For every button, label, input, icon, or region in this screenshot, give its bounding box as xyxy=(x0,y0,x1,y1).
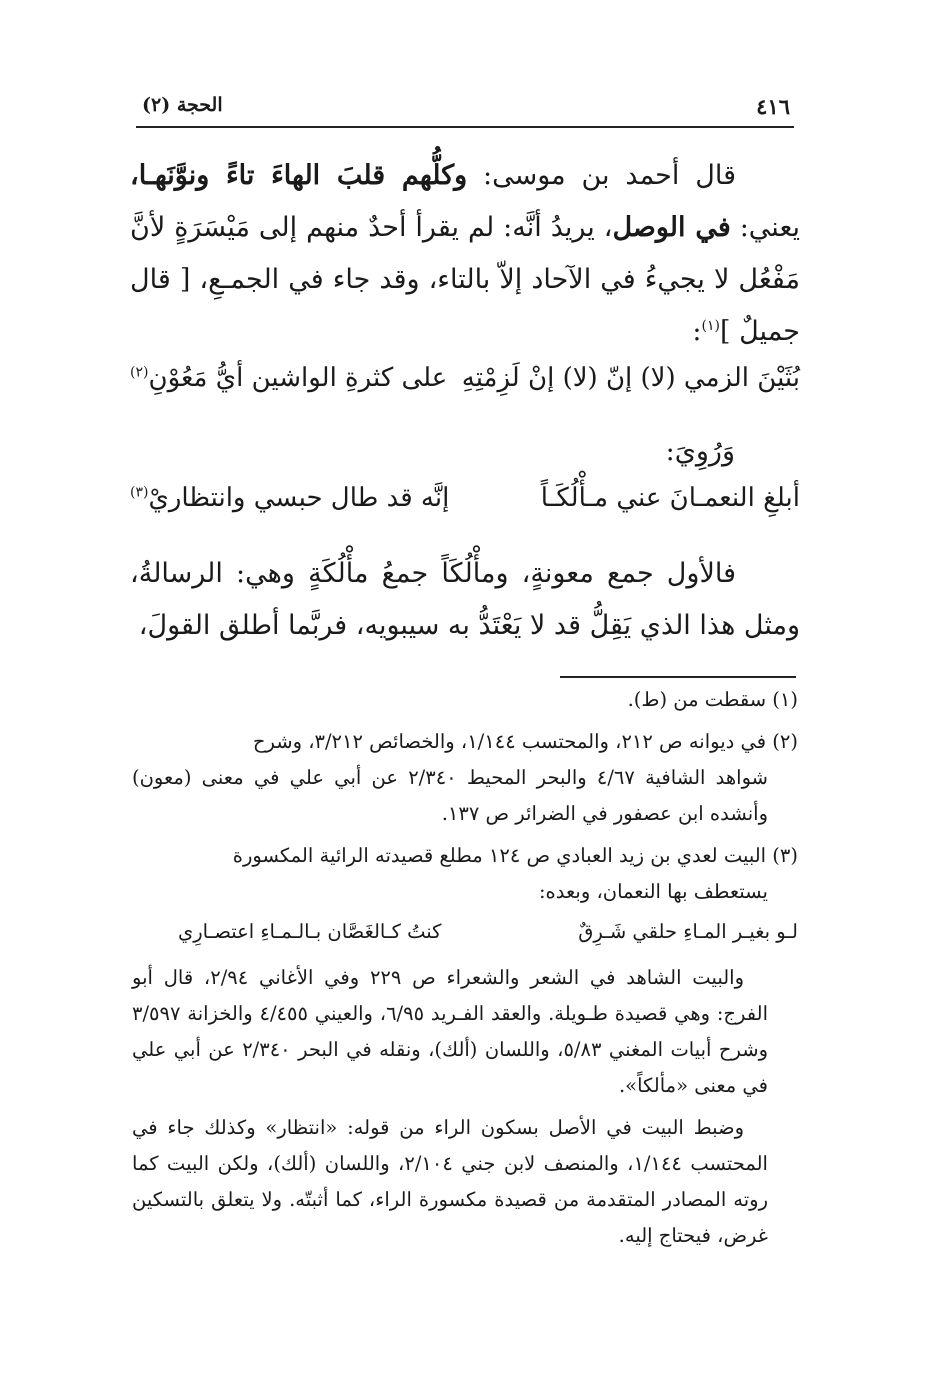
page-number: ٤١٦ xyxy=(756,94,790,119)
footnote-3-paragraph-3: وضبط البيت في الأصل بسكون الراء من قوله: «انتظار» وكذلك جاء في المحتسب ١/١٤٤، والمنصف لابن جني ٢/١٠٤، واللسان (ألك)، ولكن البيت كما روته المصادر المتقدمة من قصيدة مكسورة الراء، كما أثبتّه. ولا يتعلق بالتسكين غرض، فيحتاج إليه. xyxy=(132,1116,768,1247)
footnote-3-paragraph-2: والبيت الشاهد في الشعر والشعراء ص ٢٢٩ وفي الأغاني ٢/٩٤، قال أبو الفرج: وهي قصيدة طـويلة. والعقد الفـريد ٦/٩٥، والعيني ٤/٤٥٥ والخزانة ٣/٥٩٧ وشرح أبيات المغني ٥/٨٣، واللسان (ألك)، ونقله في البحر ٢/٣٤٠ عن أبي علي في معنى «مألكاً». xyxy=(132,966,768,1097)
verse-1-second-text: على كثرةِ الواشين أيُّ مَعُوْنِ xyxy=(148,363,448,393)
paragraph-1 xyxy=(130,150,800,358)
para1-bold-1: وكلُّهم قلبَ الهاءَ تاءً ونوَّنَهـا، xyxy=(130,160,468,191)
para1-bold-2: في الوصل xyxy=(612,212,731,243)
main-text xyxy=(130,150,800,358)
verse-2-second-text: إنَّه قد طال حبسي وانتظاريْ xyxy=(148,483,450,513)
footnote-2-first-line: (٢) في ديوانه ص ٢١٢، والمحتسب ١/١٤٤، والخصائص ٣/٢١٢، وشرح xyxy=(252,730,798,753)
footnote-ref-1: (١) xyxy=(701,318,720,334)
para1-text-1: قال أحمد بن موسى: xyxy=(467,160,736,191)
running-title: الحجة (٢) xyxy=(142,94,223,116)
footnote-ref-3: (٣) xyxy=(130,484,149,501)
footnote-3-verse-second: كنتُ كـالغَصَّان بـالـمـاءِ اعتصـارِي xyxy=(178,920,442,943)
footnote-3-verse-first: لـو بغيـر المـاءِ حلقي شَـرِقٌ xyxy=(578,920,798,943)
running-header xyxy=(136,92,794,128)
paragraph-2: فالأول جمع معونةٍ، ومأْلُكَاً جمعُ مأْلُكَةٍ وهي: الرسالةُ، ومثل هذا الذي يَقِلُّ قد لا يَعْتَدُّ به سيبويه، فربَّما أطلق القولَ، xyxy=(130,558,800,641)
riwaya-label: وَرُوِيَ: xyxy=(665,436,735,467)
para1-text-3: ، يريدُ أنَّه: لم يقرأ أحدٌ منهم إلى مَيْسَرَةٍ لأنَّ مَفْعُل لا يجيءُ في الآحاد إلاّ بالتاء، وقد جاء في الجمـعِ، [ قال جميلٌ ] xyxy=(130,212,800,347)
verse-1-first-hemistich: بُثَيْنَ الزمي (لا) إنّ (لا) إنْ لَزِمْتِهِ xyxy=(461,363,800,393)
para1-end: : xyxy=(692,316,702,347)
footnote-ref-2: (٢) xyxy=(130,364,149,381)
footnote-3-verse xyxy=(178,914,798,950)
footnotes xyxy=(132,682,798,1254)
para1-text-2: يعني: xyxy=(730,212,800,243)
verse-1 xyxy=(130,352,800,404)
verse-1-second-hemistich xyxy=(130,352,447,404)
footnote-separator xyxy=(560,676,796,678)
paragraph-2-block xyxy=(130,548,800,652)
footnote-3-first-line: (٣) البيت لعدي بن زيد العبادي ص ١٢٤ مطلع قصيدته الرائية المكسورة xyxy=(232,844,798,867)
verse-2-first-hemistich: أبلغِ النعمـانَ عني مـأْلُكَـاً xyxy=(540,483,800,513)
footnote-1: (١) سقطت من (ط). xyxy=(627,688,798,711)
verse-2-second-hemistich xyxy=(130,472,449,524)
footnote-3-second-line: يستعطف بها النعمان، وبعده: xyxy=(538,880,768,903)
footnote-2-continuation: شواهد الشافية ٤/٦٧ والبحر المحيط ٢/٣٤٠ عن أبي علي في معنى (معون) وأنشده ابن عصفور في الضرائر ص ١٣٧. xyxy=(132,766,769,825)
verse-2 xyxy=(130,472,800,524)
